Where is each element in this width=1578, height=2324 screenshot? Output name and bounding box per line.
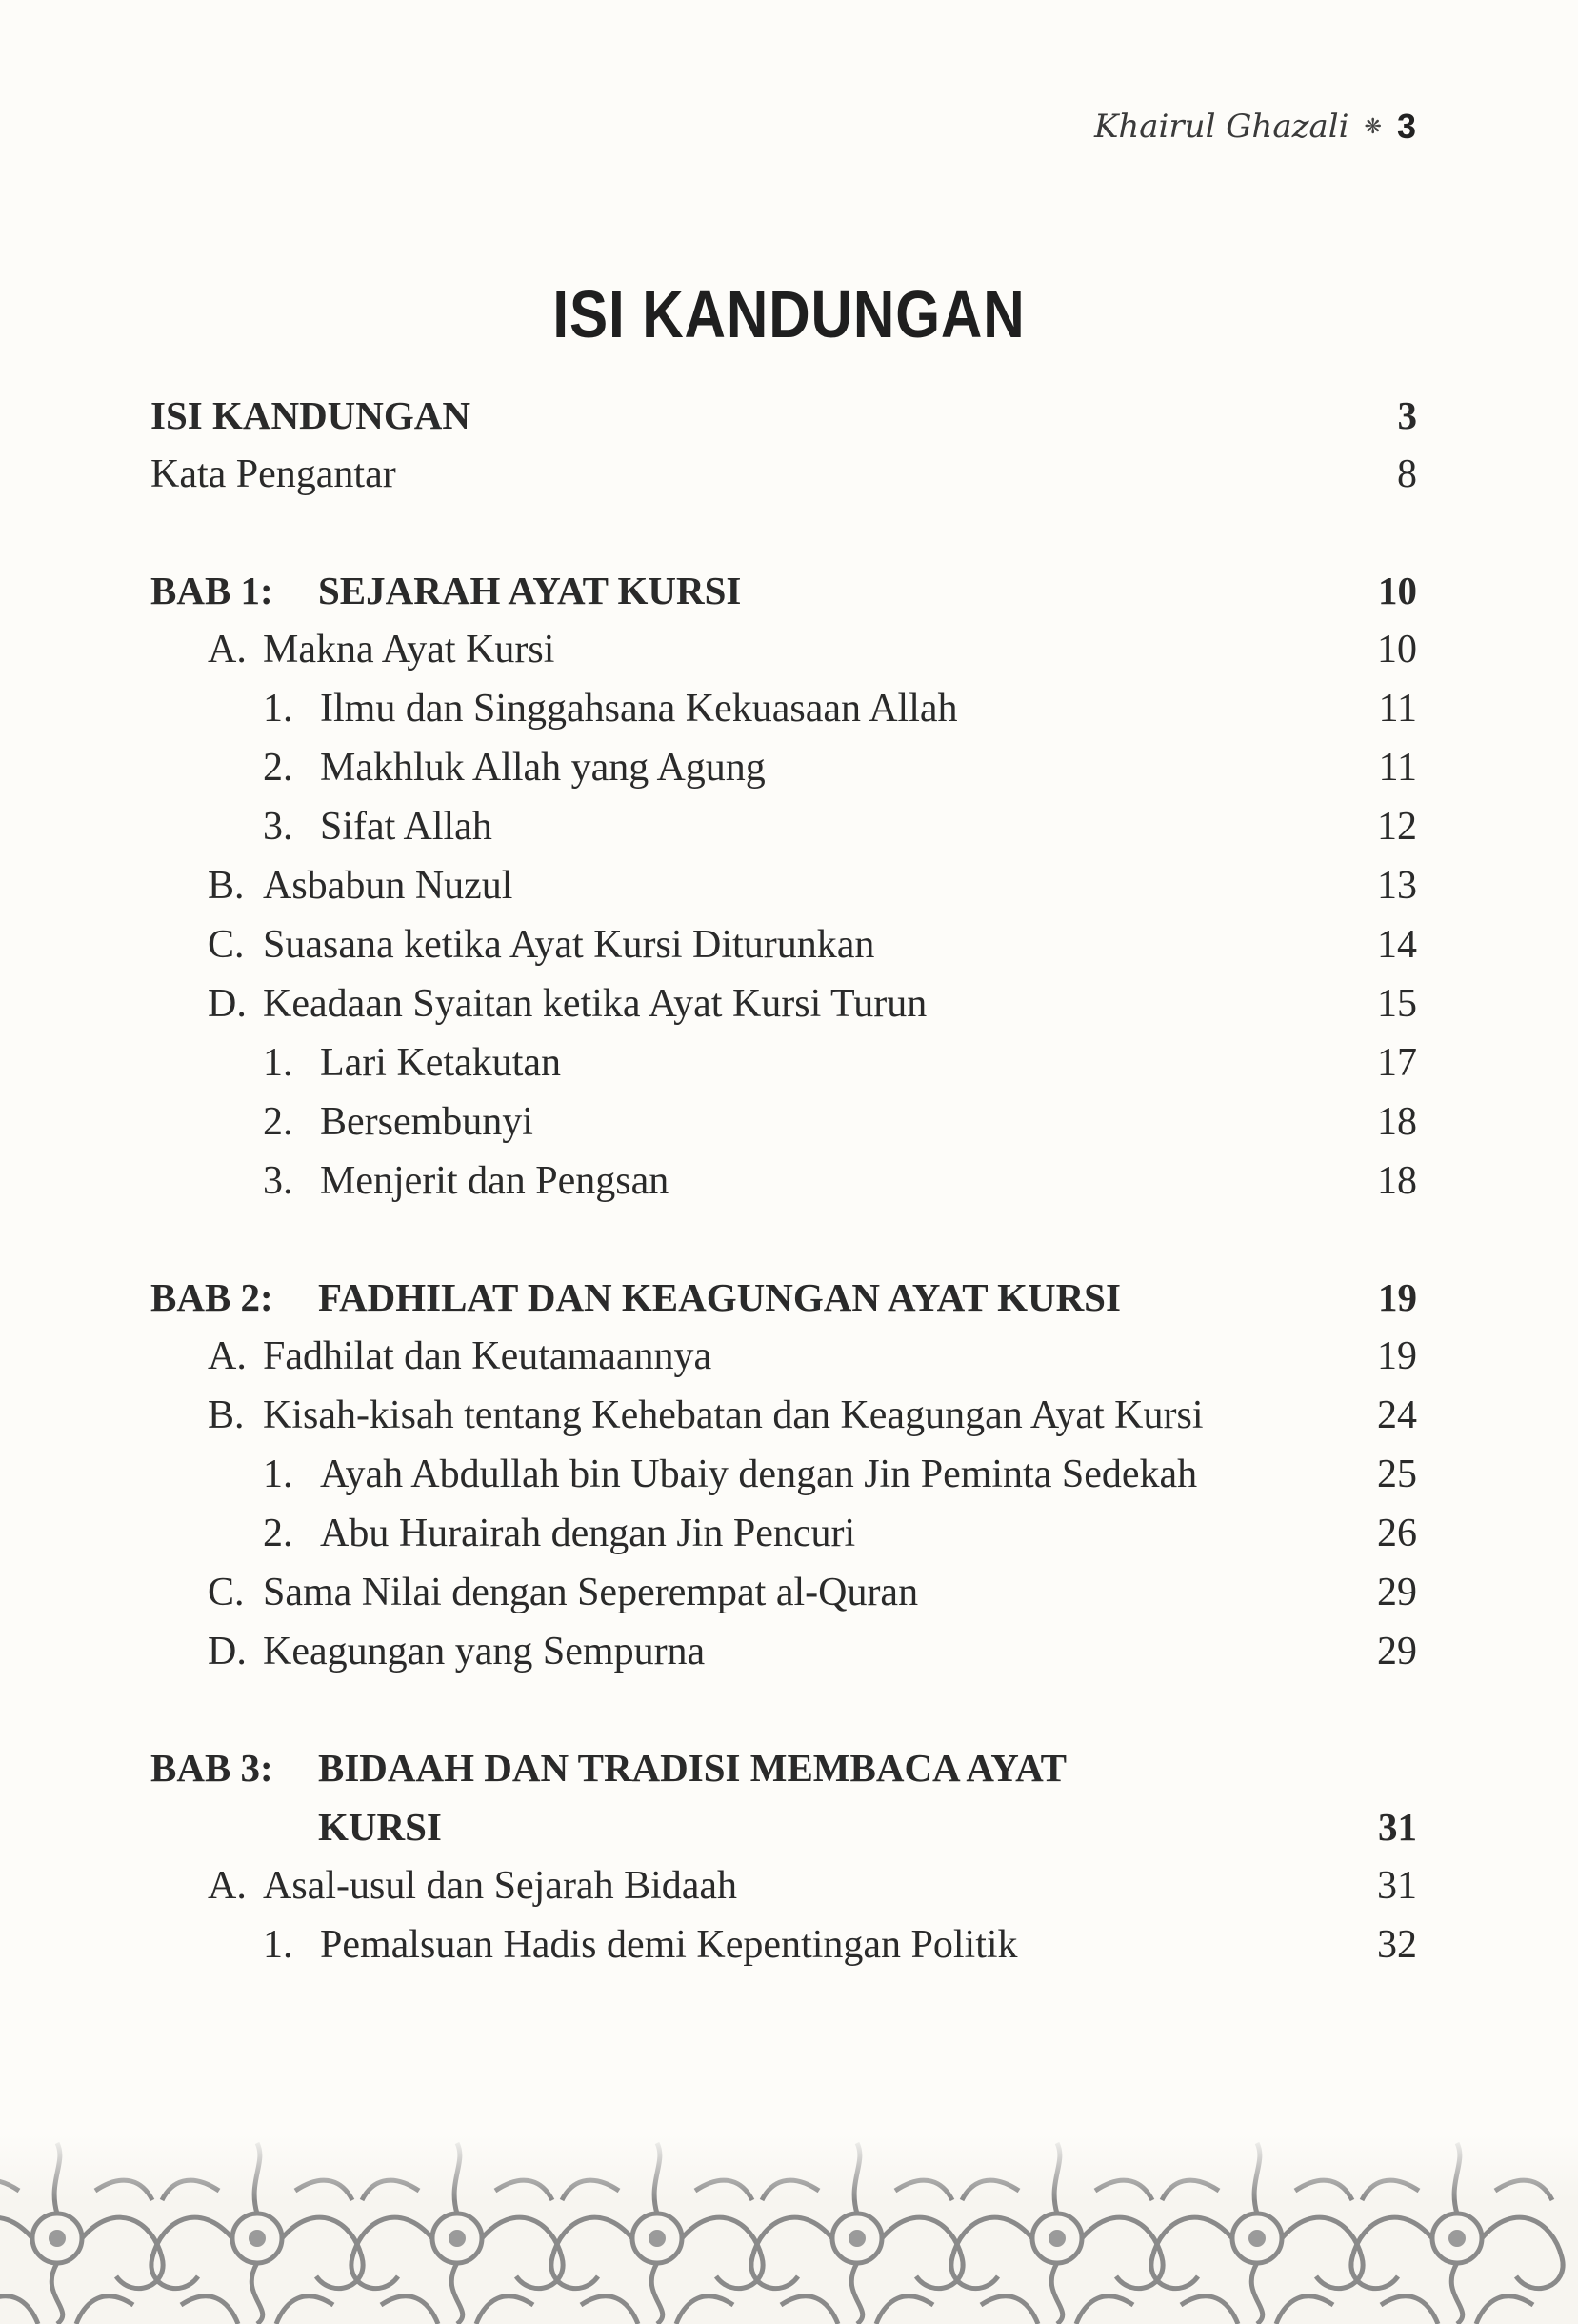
toc-section xyxy=(150,856,1417,915)
toc-page-number: 29 xyxy=(1377,1571,1417,1614)
section-title: Suasana ketika Ayat Kursi Diturunkan xyxy=(263,923,875,967)
chapter-title: FADHILAT DAN KEAGUNGAN AYAT KURSI xyxy=(318,1275,1121,1319)
toc-page-number: 32 xyxy=(1377,1923,1417,1967)
subsection-title: Abu Hurairah dengan Jin Pencuri xyxy=(320,1512,856,1555)
subsection-title: Menjerit dan Pengsan xyxy=(320,1159,669,1203)
toc-page-number: 13 xyxy=(1377,864,1417,908)
toc-page-number: 31 xyxy=(1377,1864,1417,1908)
toc-section xyxy=(150,1327,1417,1386)
toc-page-number: 3 xyxy=(1397,393,1417,437)
toc-subsection xyxy=(150,1033,1417,1092)
section-marker: C. xyxy=(208,923,245,967)
chapter-title: BIDAAH DAN TRADISI MEMBACA AYAT KURSI xyxy=(318,1746,1067,1849)
toc-page-number: 18 xyxy=(1377,1100,1417,1144)
section-marker: A. xyxy=(208,628,247,671)
section-marker: A. xyxy=(208,1334,247,1378)
toc-page-number: 18 xyxy=(1377,1159,1417,1203)
toc-subsection xyxy=(150,679,1417,738)
toc-subsection xyxy=(150,1915,1417,1974)
section-marker: A. xyxy=(208,1864,247,1908)
toc-entry-text: Kata Pengantar xyxy=(150,452,396,496)
section-title: Makna Ayat Kursi xyxy=(263,628,555,671)
section-marker: B. xyxy=(208,1393,245,1437)
subsection-marker: 2. xyxy=(263,1512,293,1555)
page-number: 3 xyxy=(1396,107,1416,146)
star-ornament-icon: ❋ xyxy=(1364,114,1382,138)
toc-entry-text: ISI KANDUNGAN xyxy=(150,393,471,437)
toc-page-number: 25 xyxy=(1377,1452,1417,1496)
subsection-title: Ayah Abdullah bin Ubaiy dengan Jin Peminta Sedekah xyxy=(320,1452,1198,1496)
toc-entry xyxy=(150,445,1417,504)
subsection-marker: 1. xyxy=(263,1923,293,1967)
section-title: Fadhilat dan Keutamaannya xyxy=(263,1334,712,1378)
toc-page-number: 31 xyxy=(1378,1805,1417,1849)
toc-chapter xyxy=(150,1738,1417,1856)
section-marker: D. xyxy=(208,982,247,1026)
section-title: Asal-usul dan Sejarah Bidaah xyxy=(263,1864,738,1908)
toc-subsection xyxy=(150,1504,1417,1563)
toc-page-number: 17 xyxy=(1377,1041,1417,1085)
subsection-title: Pemalsuan Hadis demi Kepentingan Politik xyxy=(320,1923,1018,1967)
chapter-label: BAB 3: xyxy=(150,1746,273,1790)
toc-page-number: 14 xyxy=(1377,923,1417,967)
subsection-marker: 3. xyxy=(263,1159,293,1203)
subsection-title: Bersembunyi xyxy=(320,1100,533,1144)
section-title: Asbabun Nuzul xyxy=(263,864,513,908)
author-name: Khairul Ghazali xyxy=(1093,108,1349,146)
floral-border-ornament xyxy=(0,2134,1578,2324)
subsection-marker: 1. xyxy=(263,1452,293,1496)
subsection-marker: 1. xyxy=(263,1041,293,1085)
toc-chapter xyxy=(150,1268,1417,1327)
toc-page-number: 15 xyxy=(1377,982,1417,1026)
toc-section xyxy=(150,974,1417,1033)
toc-page-number: 26 xyxy=(1377,1512,1417,1555)
subsection-title: Lari Ketakutan xyxy=(320,1041,562,1085)
chapter-label: BAB 1: xyxy=(150,569,273,612)
toc-section xyxy=(150,1563,1417,1622)
chapter-label: BAB 2: xyxy=(150,1275,273,1319)
toc-subsection xyxy=(150,738,1417,797)
toc-subsection xyxy=(150,1152,1417,1211)
page-title: ISI KANDUNGAN xyxy=(552,277,1026,351)
toc-section xyxy=(150,915,1417,974)
subsection-title: Makhluk Allah yang Agung xyxy=(320,746,766,790)
toc-page-number: 11 xyxy=(1378,687,1417,731)
table-of-contents xyxy=(150,386,1417,1974)
section-marker: C. xyxy=(208,1571,245,1614)
toc-section xyxy=(150,1386,1417,1445)
toc-page-number: 24 xyxy=(1377,1393,1417,1437)
section-marker: B. xyxy=(208,864,245,908)
toc-page-number: 10 xyxy=(1378,569,1417,612)
section-title: Sama Nilai dengan Seperempat al-Quran xyxy=(263,1571,919,1614)
section-marker: D. xyxy=(208,1630,247,1673)
subsection-marker: 1. xyxy=(263,687,293,731)
toc-chapter xyxy=(150,561,1417,620)
section-title: Kisah-kisah tentang Kehebatan dan Keagungan Ayat Kursi xyxy=(263,1393,1204,1437)
toc-entry xyxy=(150,386,1417,445)
subsection-marker: 2. xyxy=(263,1100,293,1144)
subsection-marker: 3. xyxy=(263,805,293,849)
toc-page-number: 12 xyxy=(1377,805,1417,849)
toc-page-number: 29 xyxy=(1377,1630,1417,1673)
subsection-title: Ilmu dan Singgahsana Kekuasaan Allah xyxy=(320,687,958,731)
subsection-marker: 2. xyxy=(263,746,293,790)
toc-page-number: 11 xyxy=(1378,746,1417,790)
running-header xyxy=(1094,107,1416,147)
toc-section xyxy=(150,1622,1417,1681)
toc-subsection xyxy=(150,1445,1417,1504)
toc-page-number: 8 xyxy=(1397,452,1417,496)
toc-subsection xyxy=(150,797,1417,856)
chapter-title: SEJARAH AYAT KURSI xyxy=(318,569,742,612)
section-title: Keadaan Syaitan ketika Ayat Kursi Turun xyxy=(263,982,928,1026)
toc-page-number: 10 xyxy=(1377,628,1417,671)
toc-page-number: 19 xyxy=(1377,1334,1417,1378)
subsection-title: Sifat Allah xyxy=(320,805,492,849)
toc-section xyxy=(150,1856,1417,1915)
toc-subsection xyxy=(150,1092,1417,1152)
section-title: Keagungan yang Sempurna xyxy=(263,1630,706,1673)
toc-section xyxy=(150,620,1417,679)
toc-page-number: 19 xyxy=(1378,1275,1417,1319)
